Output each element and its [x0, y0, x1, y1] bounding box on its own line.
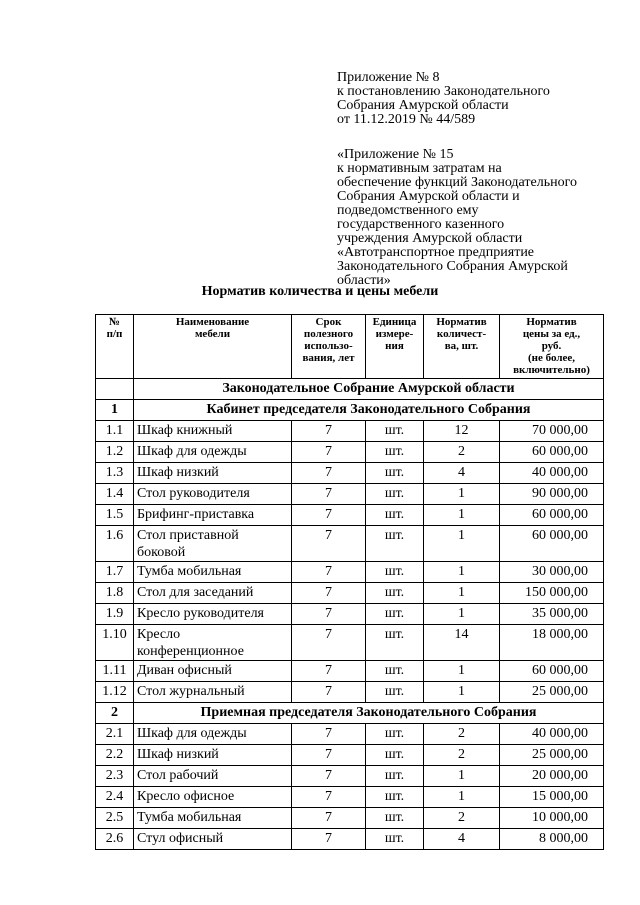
row-unit: шт. [366, 421, 424, 442]
row-term: 7 [292, 829, 366, 850]
section-num: 2 [96, 703, 134, 724]
section-title: Приемная председателя Законодательного Собрания [134, 703, 604, 724]
row-name: Кресло офисное [134, 787, 292, 808]
row-qty: 14 [424, 625, 500, 661]
row-price: 60 000,00 [500, 505, 604, 526]
row-num: 1.7 [96, 562, 134, 583]
row-term: 7 [292, 442, 366, 463]
row-price: 18 000,00 [500, 625, 604, 661]
table-row [96, 724, 604, 745]
table-row [96, 583, 604, 604]
row-num: 1.11 [96, 661, 134, 682]
table-row [96, 661, 604, 682]
row-name: Стол приставной боковой [134, 526, 292, 562]
row-unit: шт. [366, 505, 424, 526]
row-price: 30 000,00 [500, 562, 604, 583]
appendix-line: Собрания Амурской области [337, 98, 509, 113]
table-row [96, 484, 604, 505]
row-price: 10 000,00 [500, 808, 604, 829]
row-qty: 4 [424, 463, 500, 484]
row-qty: 1 [424, 682, 500, 703]
row-term: 7 [292, 604, 366, 625]
row-price: 60 000,00 [500, 661, 604, 682]
row-num: 1.10 [96, 625, 134, 661]
table-row [96, 766, 604, 787]
row-unit: шт. [366, 442, 424, 463]
row-term: 7 [292, 562, 366, 583]
row-qty: 2 [424, 745, 500, 766]
row-qty: 4 [424, 829, 500, 850]
appendix-inner-line: области» [337, 273, 391, 288]
row-qty: 1 [424, 604, 500, 625]
row-price: 40 000,00 [500, 463, 604, 484]
row-price: 25 000,00 [500, 682, 604, 703]
row-qty: 1 [424, 562, 500, 583]
row-name: Кресло руководителя [134, 604, 292, 625]
row-qty: 1 [424, 661, 500, 682]
row-num: 1.3 [96, 463, 134, 484]
row-name: Тумба мобильная [134, 562, 292, 583]
appendix-inner-line: «Приложение № 15 [337, 147, 454, 162]
row-qty: 1 [424, 787, 500, 808]
table-body [96, 379, 604, 850]
appendix-line: к постановлению Законодательного [337, 84, 550, 99]
row-term: 7 [292, 661, 366, 682]
row-term: 7 [292, 682, 366, 703]
row-unit: шт. [366, 562, 424, 583]
row-price: 20 000,00 [500, 766, 604, 787]
appendix-inner-line: Законодательного Собрания Амурской [337, 259, 568, 274]
row-qty: 2 [424, 724, 500, 745]
org-title: Законодательное Собрание Амурской области [134, 379, 604, 400]
row-num: 2.2 [96, 745, 134, 766]
row-price: 70 000,00 [500, 421, 604, 442]
row-term: 7 [292, 505, 366, 526]
row-qty: 2 [424, 442, 500, 463]
header-qty: Норматив количест- ва, шт. [424, 315, 500, 379]
row-term: 7 [292, 745, 366, 766]
row-name: Шкаф для одежды [134, 724, 292, 745]
row-qty: 1 [424, 583, 500, 604]
row-price: 60 000,00 [500, 526, 604, 562]
appendix-block [337, 71, 627, 288]
row-unit: шт. [366, 808, 424, 829]
row-name: Стол руководителя [134, 484, 292, 505]
row-name: Стол рабочий [134, 766, 292, 787]
row-qty: 1 [424, 484, 500, 505]
row-unit: шт. [366, 484, 424, 505]
row-num: 2.6 [96, 829, 134, 850]
row-name: Тумба мобильная [134, 808, 292, 829]
spacer [337, 127, 627, 148]
row-num: 1.4 [96, 484, 134, 505]
row-name: Шкаф низкий [134, 463, 292, 484]
table-row [96, 604, 604, 625]
row-name: Шкаф низкий [134, 745, 292, 766]
row-unit: шт. [366, 724, 424, 745]
table-row [96, 808, 604, 829]
row-term: 7 [292, 787, 366, 808]
row-name: Шкаф для одежды [134, 442, 292, 463]
table-row [96, 442, 604, 463]
table-row [96, 463, 604, 484]
row-num: 1.5 [96, 505, 134, 526]
row-term: 7 [292, 625, 366, 661]
row-name: Брифинг-приставка [134, 505, 292, 526]
row-price: 90 000,00 [500, 484, 604, 505]
row-price: 150 000,00 [500, 583, 604, 604]
row-term: 7 [292, 766, 366, 787]
appendix-inner-line: «Автотранспортное предприятие [337, 245, 535, 260]
row-name: Шкаф книжный [134, 421, 292, 442]
table-row [96, 745, 604, 766]
row-qty: 1 [424, 766, 500, 787]
row-term: 7 [292, 808, 366, 829]
table-row [96, 421, 604, 442]
row-price: 60 000,00 [500, 442, 604, 463]
row-num: 1.2 [96, 442, 134, 463]
furniture-norm-table [95, 314, 604, 850]
row-num: 2.1 [96, 724, 134, 745]
appendix-inner-line: учреждения Амурской области [337, 231, 523, 246]
header-term: Срок полезного использо- вания, лет [292, 315, 366, 379]
section-row [96, 400, 604, 421]
table-row [96, 625, 604, 661]
appendix-inner-line: к нормативным затратам на [337, 161, 502, 176]
appendix-inner-line: подведомственного ему [337, 203, 479, 218]
row-num: 1.6 [96, 526, 134, 562]
row-name: Диван офисный [134, 661, 292, 682]
document-title: Норматив количества и цены мебели [201, 284, 439, 299]
row-price: 25 000,00 [500, 745, 604, 766]
section-row [96, 703, 604, 724]
table-header-row [96, 315, 604, 379]
row-num: 2.3 [96, 766, 134, 787]
row-price: 15 000,00 [500, 787, 604, 808]
row-term: 7 [292, 583, 366, 604]
row-unit: шт. [366, 463, 424, 484]
appendix-inner-line: государственного казенного [337, 217, 505, 232]
row-name: Стул офисный [134, 829, 292, 850]
row-term: 7 [292, 526, 366, 562]
row-unit: шт. [366, 661, 424, 682]
row-unit: шт. [366, 787, 424, 808]
table-row [96, 505, 604, 526]
table-row [96, 682, 604, 703]
row-num: 2.5 [96, 808, 134, 829]
table-row [96, 829, 604, 850]
row-price: 8 000,00 [500, 829, 604, 850]
org-num-cell [96, 379, 134, 400]
row-unit: шт. [366, 829, 424, 850]
appendix-inner-line: обеспечение функций Законодательного [337, 175, 577, 190]
row-qty: 12 [424, 421, 500, 442]
row-num: 2.4 [96, 787, 134, 808]
row-num: 1.9 [96, 604, 134, 625]
appendix-line: Приложение № 8 [337, 70, 440, 85]
row-name: Стол журнальный [134, 682, 292, 703]
row-unit: шт. [366, 682, 424, 703]
row-price: 40 000,00 [500, 724, 604, 745]
row-name: Кресло конференционное [134, 625, 292, 661]
row-unit: шт. [366, 745, 424, 766]
row-term: 7 [292, 724, 366, 745]
row-qty: 1 [424, 526, 500, 562]
row-qty: 1 [424, 505, 500, 526]
org-title-row [96, 379, 604, 400]
header-price: Норматив цены за ед., руб. (не более, включительно) [500, 315, 604, 379]
row-unit: шт. [366, 766, 424, 787]
row-num: 1.8 [96, 583, 134, 604]
row-num: 1.1 [96, 421, 134, 442]
row-unit: шт. [366, 526, 424, 562]
header-unit: Единица измере- ния [366, 315, 424, 379]
row-term: 7 [292, 463, 366, 484]
header-num: № п/п [96, 315, 134, 379]
row-price: 35 000,00 [500, 604, 604, 625]
row-term: 7 [292, 484, 366, 505]
row-unit: шт. [366, 625, 424, 661]
section-num: 1 [96, 400, 134, 421]
row-name: Стол для заседаний [134, 583, 292, 604]
row-qty: 2 [424, 808, 500, 829]
appendix-line: от 11.12.2019 № 44/589 [337, 112, 476, 127]
row-unit: шт. [366, 583, 424, 604]
row-unit: шт. [366, 604, 424, 625]
row-term: 7 [292, 421, 366, 442]
section-title: Кабинет председателя Законодательного Собрания [134, 400, 604, 421]
table-row [96, 787, 604, 808]
header-name: Наименование мебели [134, 315, 292, 379]
appendix-inner-line: Собрания Амурской области и [337, 189, 520, 204]
row-num: 1.12 [96, 682, 134, 703]
table-row [96, 562, 604, 583]
table-row [96, 526, 604, 562]
